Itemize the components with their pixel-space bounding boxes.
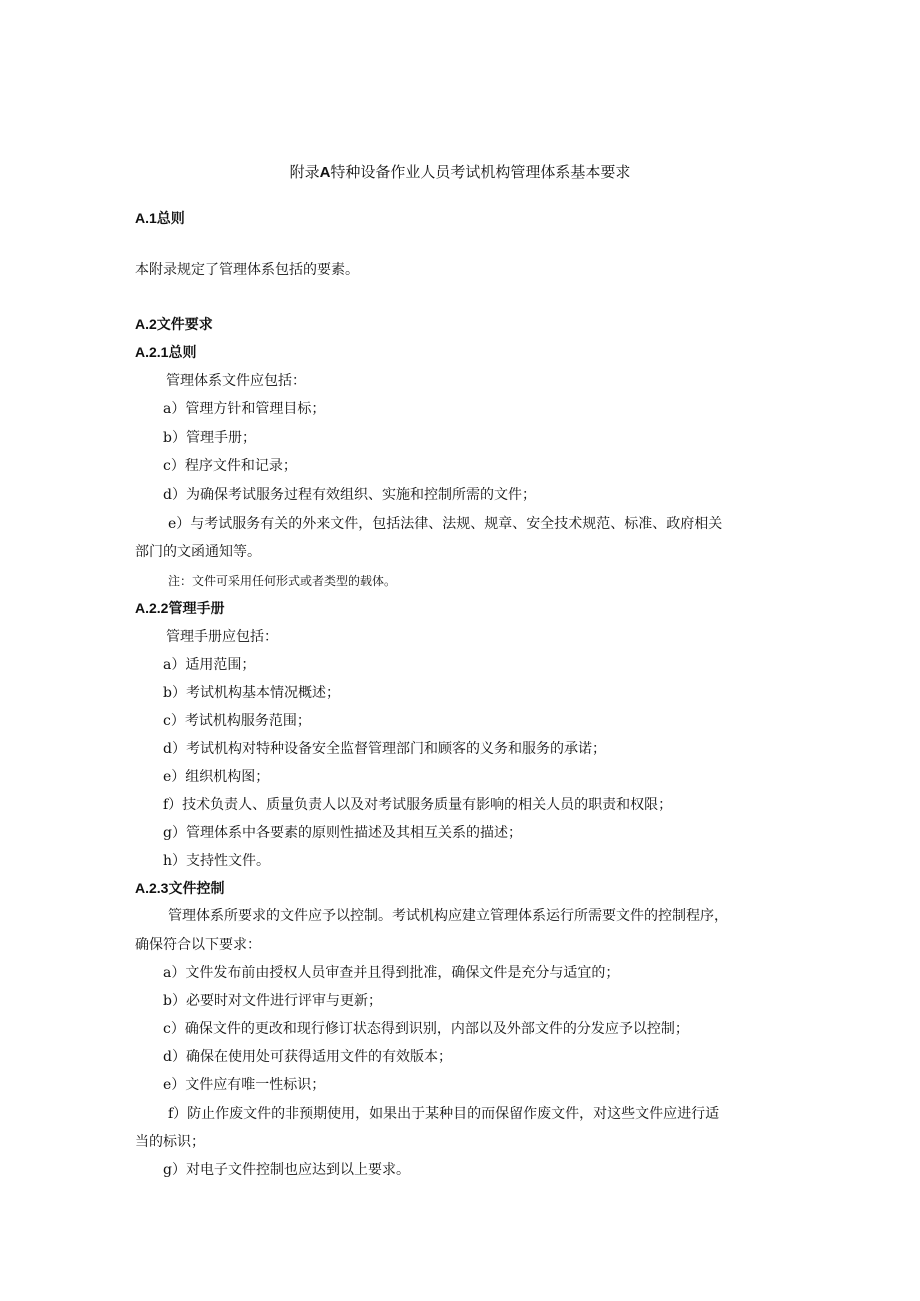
a23-lead-line2: 确保符合以下要求： xyxy=(135,937,261,953)
a23-item-g: g）对电子文件控制也应达到以上要求。 xyxy=(163,1162,410,1178)
a21-item-b: b）管理手册； xyxy=(163,430,256,446)
a21-item-c: c）程序文件和记录； xyxy=(163,458,297,474)
appendix-title xyxy=(0,161,920,184)
a21-note: 注：文件可采用任何形式或者类型的载体。 xyxy=(168,574,397,588)
title-prefix: 附录 xyxy=(289,163,320,181)
a22-item-b: b）考试机构基本情况概述； xyxy=(163,685,340,701)
a21-lead: 管理体系文件应包括： xyxy=(166,373,306,389)
heading-a22: A.2.2管理手册 xyxy=(135,600,225,616)
title-rest: 特种设备作业人员考试机构管理体系基本要求 xyxy=(330,163,631,181)
a23-item-f-line1: f）防止作废文件的非预期使用，如果出于某种目的而保留作废文件，对这些文件应进行适 xyxy=(168,1106,720,1122)
a21-item-e-line2: 部门的文函通知等。 xyxy=(135,544,261,560)
a22-item-g: g）管理体系中各要素的原则性描述及其相互关系的描述； xyxy=(163,825,522,841)
a22-item-e: e）组织机构图； xyxy=(163,769,270,785)
a23-item-d: d）确保在使用处可获得适用文件的有效版本； xyxy=(163,1049,452,1065)
a23-item-a: a）文件发布前由授权人员审查并且得到批准，确保文件是充分与适宜的； xyxy=(163,965,620,981)
title-letter: A xyxy=(319,164,331,181)
a22-item-d: d）考试机构对特种设备安全监督管理部门和顾客的义务和服务的承诺； xyxy=(163,741,606,757)
a22-item-c: c）考试机构服务范围； xyxy=(163,713,311,729)
a23-item-b: b）必要时对文件进行评审与更新； xyxy=(163,993,382,1009)
heading-a2: A.2文件要求 xyxy=(135,316,213,332)
paragraph-a1: 本附录规定了管理体系包括的要素。 xyxy=(135,262,359,278)
a23-lead-line1: 管理体系所要求的文件应予以控制。考试机构应建立管理体系运行所需要文件的控制程序， xyxy=(168,908,728,924)
a23-item-e: e）文件应有唯一性标识； xyxy=(163,1077,326,1093)
a21-item-d: d）为确保考试服务过程有效组织、实施和控制所需的文件； xyxy=(163,487,536,503)
heading-a23: A.2.3文件控制 xyxy=(135,880,225,896)
a21-item-e-line1: e）与考试服务有关的外来文件，包括法律、法规、规章、安全技术规范、标准、政府相关 xyxy=(168,516,723,532)
heading-a21: A.2.1总则 xyxy=(135,344,197,360)
a22-item-a: a）适用范围； xyxy=(163,657,256,673)
a23-item-f-line2: 当的标识； xyxy=(135,1134,205,1150)
a22-item-f: f）技术负责人、质量负责人以及对考试服务质量有影响的相关人员的职责和权限； xyxy=(163,797,673,813)
a22-lead: 管理手册应包括： xyxy=(166,629,278,645)
a21-item-a: a）管理方针和管理目标； xyxy=(163,401,326,417)
a23-item-c: c）确保文件的更改和现行修订状态得到识别，内部以及外部文件的分发应予以控制； xyxy=(163,1021,689,1037)
a22-item-h: h）支持性文件。 xyxy=(163,853,271,869)
heading-a1: A.1总则 xyxy=(135,210,185,226)
